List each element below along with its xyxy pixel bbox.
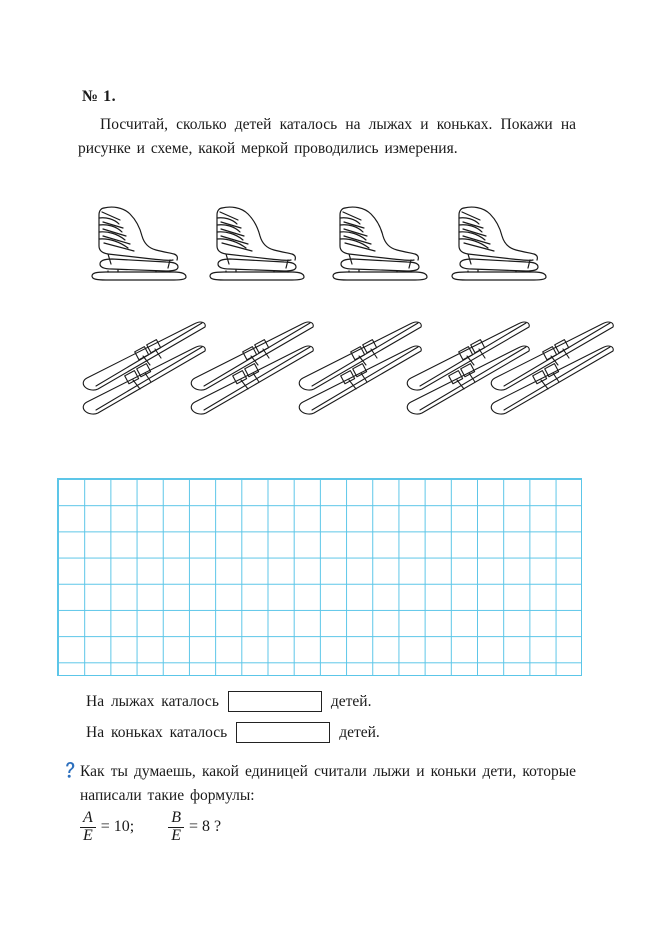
skates-illustration-row bbox=[78, 198, 578, 293]
answer-input-skis[interactable] bbox=[228, 691, 322, 712]
formula-relation: = 10; bbox=[100, 818, 135, 836]
ski-pair-icon bbox=[468, 310, 618, 435]
answer-input-skates[interactable] bbox=[236, 722, 330, 743]
fraction bbox=[80, 810, 96, 845]
ice-skate-icon bbox=[196, 198, 308, 293]
fraction bbox=[168, 810, 184, 845]
fraction-numerator: A bbox=[83, 809, 93, 826]
fraction-denominator: E bbox=[80, 827, 96, 845]
formula-item bbox=[80, 810, 134, 845]
question-mark-icon bbox=[62, 760, 78, 782]
ice-skate-icon bbox=[78, 198, 190, 293]
answer-prefix: На коньках каталось bbox=[86, 723, 228, 741]
exercise-prompt: Посчитай, сколько детей каталось на лыжах и коньках. Покажи на рисунке и схеме, какой меркой проводились измерения. bbox=[78, 116, 576, 158]
answer-suffix: детей. bbox=[330, 692, 372, 710]
graph-paper-grid[interactable] bbox=[57, 478, 582, 676]
answer-prefix: На лыжах каталось bbox=[86, 692, 219, 710]
formula-item bbox=[168, 810, 221, 845]
answer-row-skates bbox=[86, 722, 380, 743]
fraction-numerator: B bbox=[171, 809, 182, 826]
formula-row bbox=[80, 810, 221, 845]
answer-row-skis bbox=[86, 691, 371, 712]
fraction-denominator: E bbox=[168, 827, 184, 845]
ice-skate-icon bbox=[438, 198, 550, 293]
question-text: Как ты думаешь, какой единицей считали лыжи и коньки дети, которые написали такие формулы: bbox=[80, 763, 576, 805]
ice-skate-icon bbox=[319, 198, 431, 293]
exercise-number: № 1. bbox=[82, 88, 117, 105]
skis-illustration-row bbox=[60, 310, 590, 440]
answer-suffix: детей. bbox=[339, 723, 380, 741]
formula-relation: = 8 ? bbox=[189, 818, 222, 836]
